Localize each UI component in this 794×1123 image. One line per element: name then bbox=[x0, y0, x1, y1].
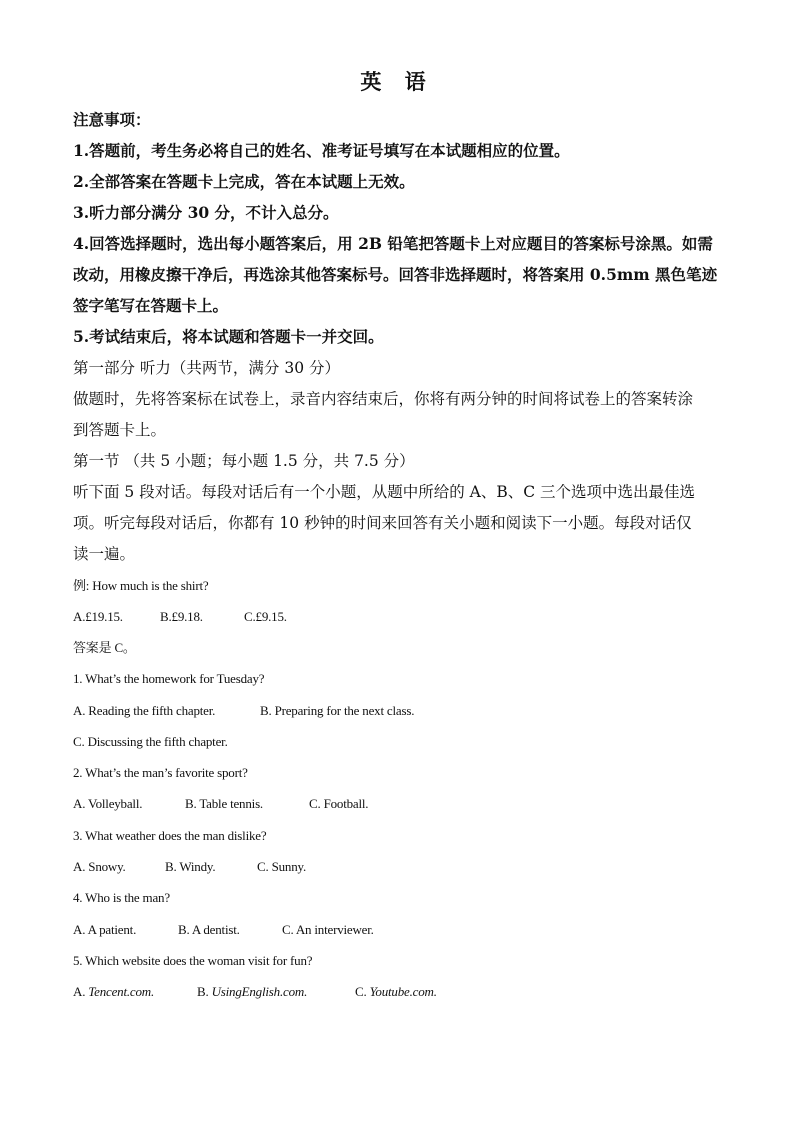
part1-heading: 第一部分 听力（共两节，满分 30 分） bbox=[73, 359, 341, 377]
example-options bbox=[73, 607, 729, 627]
section1-instruction-1: 听下面 5 段对话。每段对话后有一个小题，从题中所给的 A、B、C 三个选项中选出最佳选 bbox=[73, 483, 696, 501]
notice-heading: 注意事项： bbox=[73, 110, 151, 129]
notice-item-5: 5.考试结束后，将本试题和答题卡一并交回。 bbox=[73, 327, 384, 346]
question-2-option-c: C. Football. bbox=[309, 796, 369, 811]
part1-instruction-2: 到答题卡上。 bbox=[73, 421, 167, 439]
question-4-option-c: C. An interviewer. bbox=[282, 922, 374, 937]
question-3: 3. What weather does the man dislike? bbox=[73, 828, 267, 843]
notice-item-4-cont: 改动，用橡皮擦干净后，再选涂其他答案标号。回答非选择题时，将答案用 0.5mm 黑色笔迹 bbox=[73, 265, 718, 284]
question-4-options bbox=[73, 920, 729, 940]
question-5-option-a bbox=[73, 982, 197, 1002]
section1-instruction-3: 读一遍。 bbox=[73, 545, 136, 563]
question-2-option-a: A. Volleyball. bbox=[73, 796, 143, 811]
question-2-option-b: B. Table tennis. bbox=[185, 796, 263, 811]
question-1-option-c: C. Discussing the fifth chapter. bbox=[73, 734, 228, 749]
question-5-option-b-label: B. bbox=[197, 984, 212, 999]
example-question: 例: How much is the shirt? bbox=[73, 578, 209, 593]
question-1-option-b: B. Preparing for the next class. bbox=[260, 703, 415, 718]
part1-instruction-1: 做题时，先将答案标在试卷上，录音内容结束后，你将有两分钟的时间将试卷上的答案转涂 bbox=[73, 390, 694, 408]
question-3-option-a: A. Snowy. bbox=[73, 859, 126, 874]
question-3-options bbox=[73, 857, 729, 877]
section1-instruction-2: 项。听完每段对话后，你都有 10 秒钟的时间来回答有关小题和阅读下一小题。每段对话仅 bbox=[73, 514, 692, 532]
question-2: 2. What’s the man’s favorite sport? bbox=[73, 765, 248, 780]
example-option-a: A.£19.15. bbox=[73, 609, 123, 624]
question-5-option-a-label: A. bbox=[73, 984, 89, 999]
question-5: 5. Which website does the woman visit for fun? bbox=[73, 953, 313, 968]
question-5-options bbox=[73, 982, 729, 1002]
question-4: 4. Who is the man? bbox=[73, 890, 170, 905]
question-1-option-a: A. Reading the fifth chapter. bbox=[73, 703, 216, 718]
question-5-option-c bbox=[355, 982, 437, 1002]
example-answer: 答案是 C。 bbox=[73, 640, 136, 655]
example-option-c: C.£9.15. bbox=[244, 609, 287, 624]
question-5-option-a-site: Tencent.com. bbox=[88, 984, 155, 999]
question-4-option-b: B. A dentist. bbox=[178, 922, 240, 937]
notice-item-1: 1.答题前，考生务必将自己的姓名、准考证号填写在本试题相应的位置。 bbox=[73, 141, 570, 160]
notice-item-2: 2.全部答案在答题卡上完成，答在本试题上无效。 bbox=[73, 172, 415, 191]
question-3-option-b: B. Windy. bbox=[165, 859, 216, 874]
question-4-option-a: A. A patient. bbox=[73, 922, 137, 937]
question-3-option-c: C. Sunny. bbox=[257, 859, 307, 874]
question-2-options bbox=[73, 794, 729, 814]
notice-item-4: 4.回答选择题时，选出每小题答案后，用 2B 铅笔把答题卡上对应题目的答案标号涂黑。如需 bbox=[73, 234, 713, 253]
question-5-option-c-label: C. bbox=[355, 984, 370, 999]
question-1: 1. What’s the homework for Tuesday? bbox=[73, 671, 265, 686]
question-5-option-c-site: Youtube.com. bbox=[369, 984, 437, 999]
question-1-options bbox=[73, 701, 729, 721]
question-5-option-b-site: UsingEnglish.com. bbox=[211, 984, 308, 999]
section1-heading: 第一节 （共 5 小题；每小题 1.5 分，共 7.5 分） bbox=[73, 452, 415, 470]
example-option-b: B.£9.18. bbox=[160, 609, 203, 624]
page-title: 英 语 bbox=[360, 69, 434, 94]
notice-item-3: 3.听力部分满分 30 分，不计入总分。 bbox=[73, 203, 339, 222]
question-5-option-b bbox=[197, 982, 355, 1002]
notice-item-4-end: 签字笔写在答题卡上。 bbox=[73, 296, 229, 315]
